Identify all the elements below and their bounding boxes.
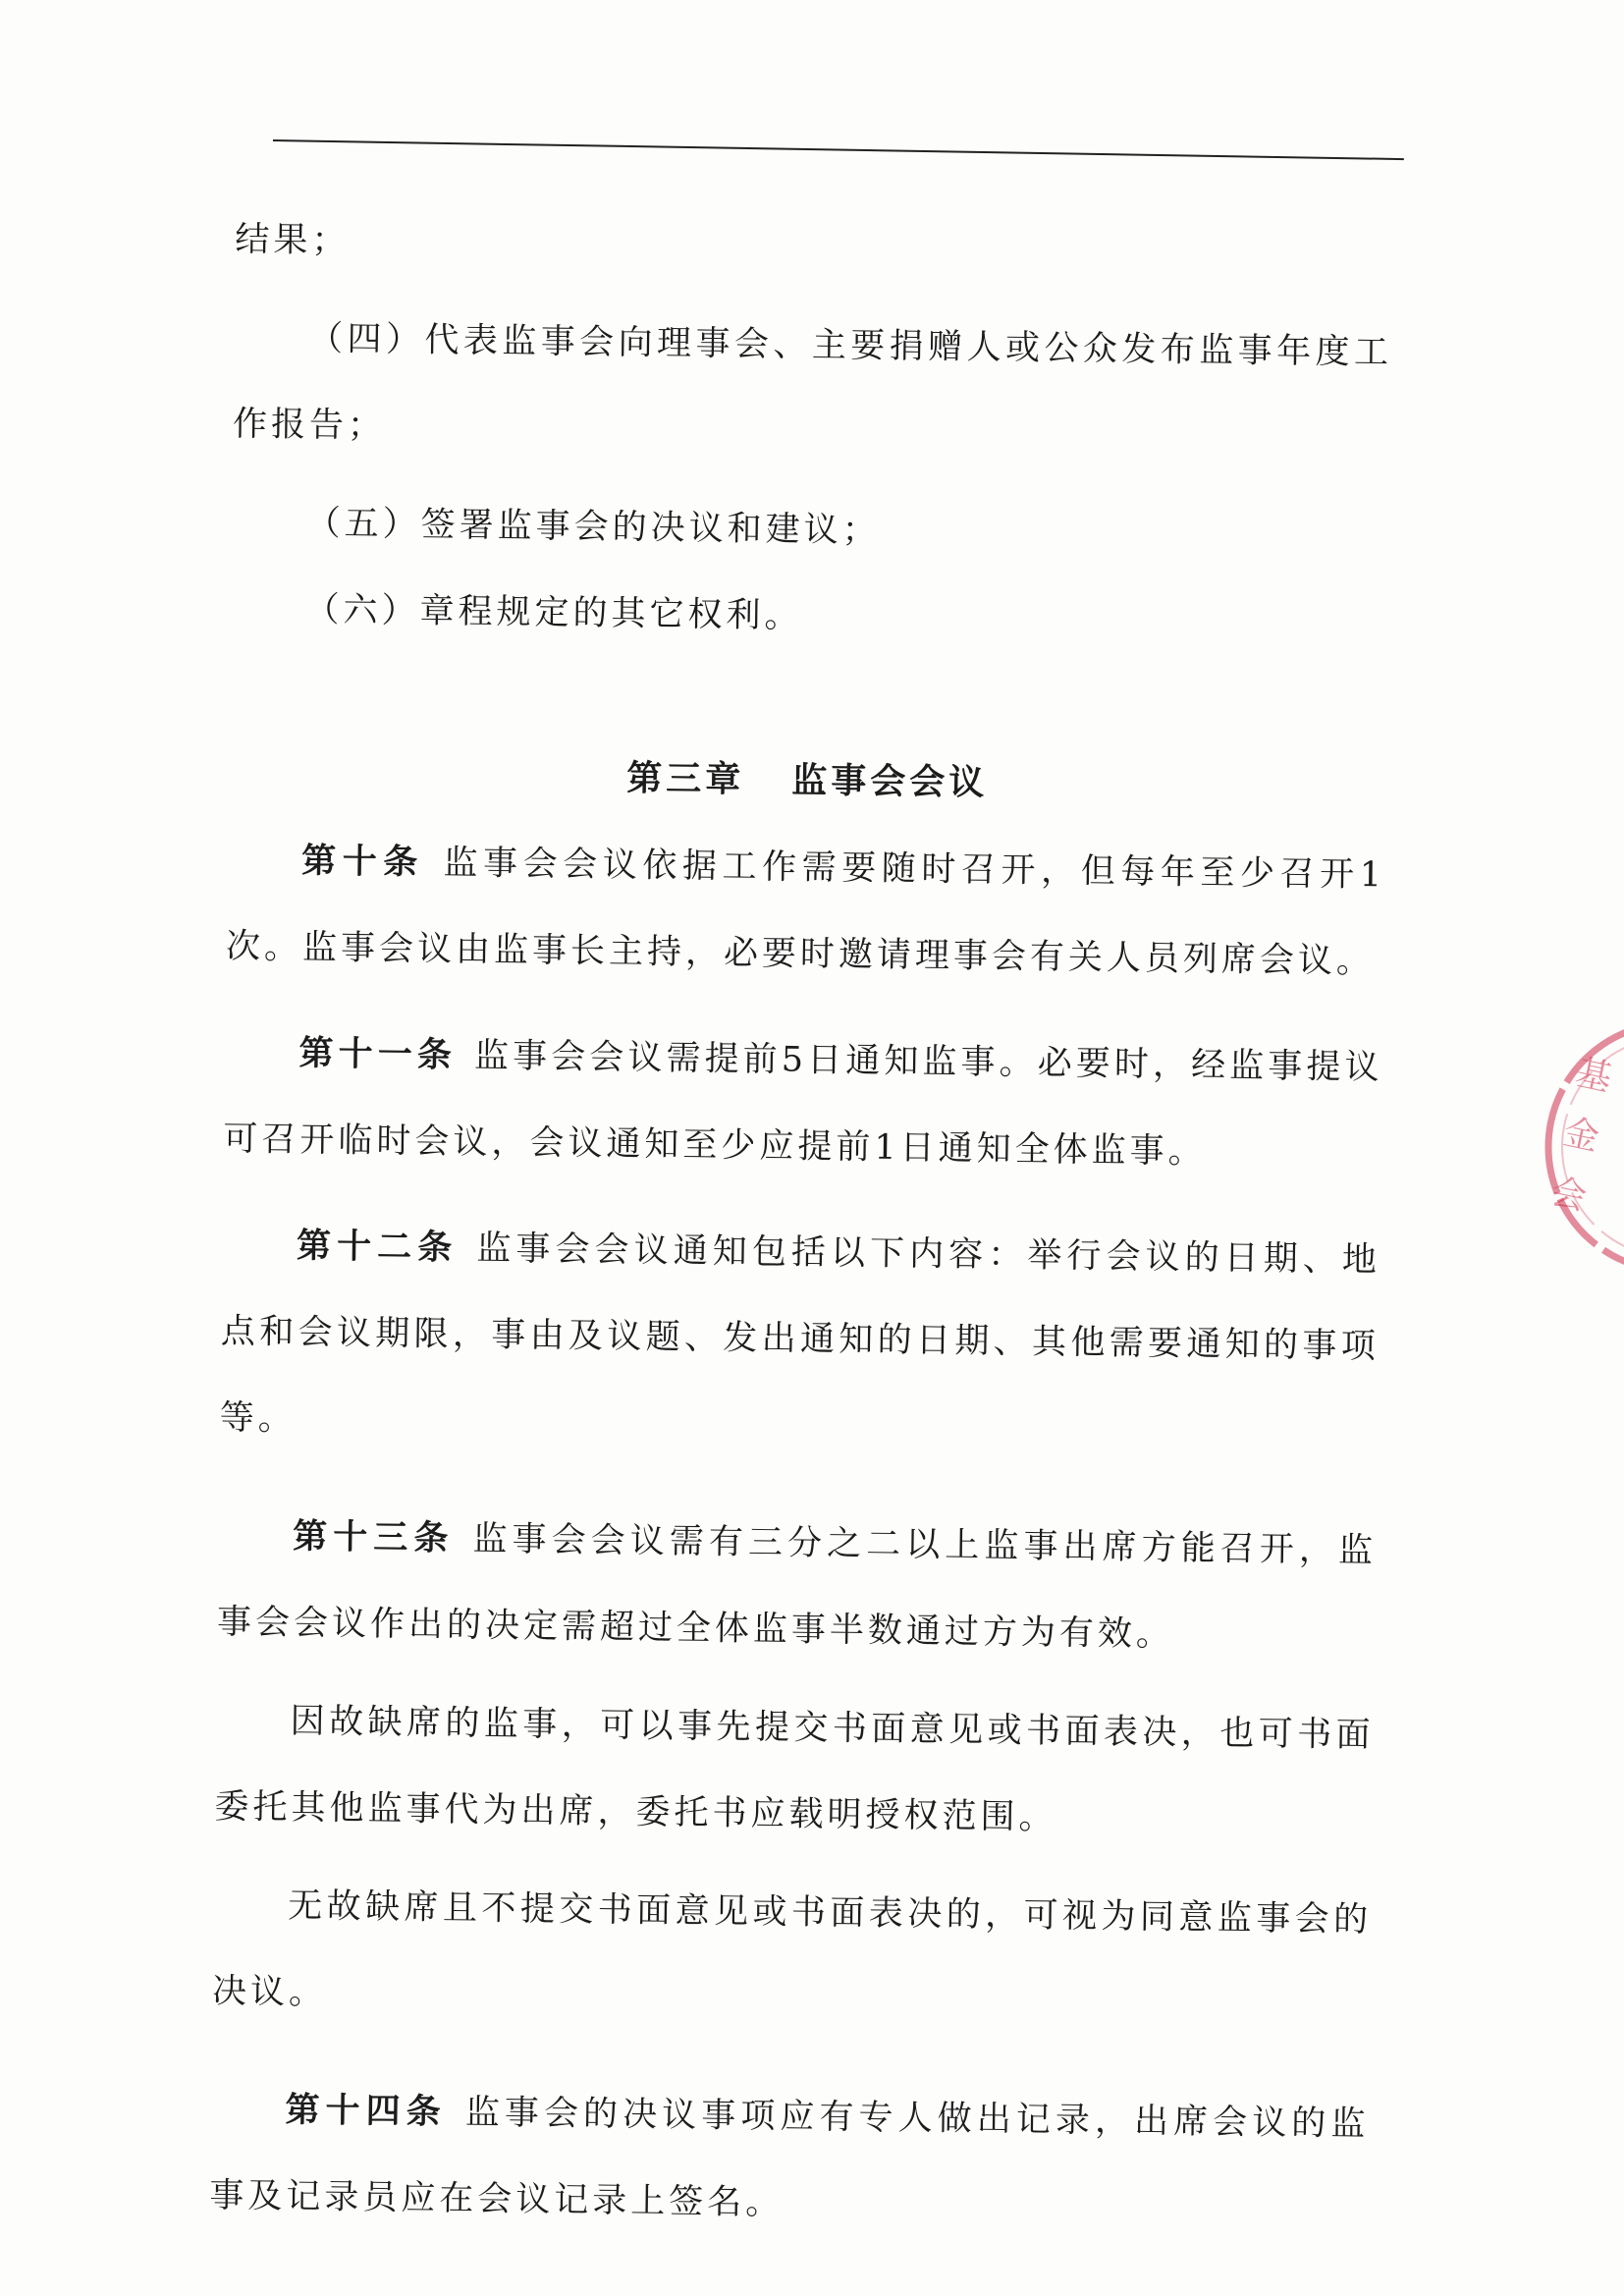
- paragraph-item-six: （六）章程规定的其它权利。: [304, 589, 803, 636]
- article-11-text: 监事会会议需提前5日通知监事。必要时，经监事提议可召开临时会议，会议通知至少应提前1日通知全体监事。: [223, 1036, 1383, 1173]
- header-rule: [273, 139, 1404, 160]
- seal-partial-text: 基金会: [1546, 1052, 1616, 1219]
- document-body: [209, 196, 1394, 2254]
- chapter-heading: [228, 731, 1387, 832]
- article-12: [219, 1202, 1380, 1476]
- article-10-text: 监事会会议依据工作需要随时召开，但每年至少召开1次。监事会议由监事长主持，必要时邀请理事会有关人员列席会议。: [225, 843, 1386, 982]
- article-12-text: 监事会会议通知包括以下内容：举行会议的日期、地点和会议期限，事由及议题、发出通知的日期、其他需要通知的事项等。: [219, 1229, 1381, 1439]
- paragraph-item-five: （五）签署监事会的决议和建议；: [305, 503, 881, 551]
- article-14-text: 监事会的决议事项应有专人做出记录，出席会议的监事及记录员应在会议记录上签名。: [209, 2093, 1370, 2223]
- article-13-paragraph-2: 因故缺席的监事，可以事先提交书面意见或书面表决，也可书面委托其他监事代为出席，委托书应载明授权范围。: [214, 1701, 1375, 1838]
- paragraph-item-four: （四）代表监事会向理事会、主要捐赠人或公众发布监事年度工作报告；: [232, 318, 1393, 447]
- article-11: [223, 1010, 1383, 1197]
- chapter-title: 监事会会议: [790, 760, 989, 804]
- article-13-text: 监事会会议需有三分之二以上监事出席方能召开，监事会会议作出的决定需超过全体监事半数通过方为有效。: [216, 1519, 1378, 1655]
- paragraph-continuation: 结果；: [235, 219, 351, 261]
- chapter-number: 第三章: [625, 758, 745, 800]
- article-13-label: 第十三条: [292, 1516, 455, 1559]
- article-13: [216, 1493, 1377, 1680]
- article-10-label: 第十条: [300, 841, 425, 883]
- article-11-label: 第十一条: [298, 1033, 458, 1076]
- article-10: [225, 817, 1385, 1005]
- article-12-label: 第十二条: [296, 1226, 459, 1269]
- article-13-paragraph-3: 无故缺席且不提交书面意见或书面表决的，可视为同意监事会的决议。: [211, 1886, 1373, 2013]
- article-14-label: 第十四条: [285, 2090, 448, 2132]
- article-14: [209, 2066, 1370, 2254]
